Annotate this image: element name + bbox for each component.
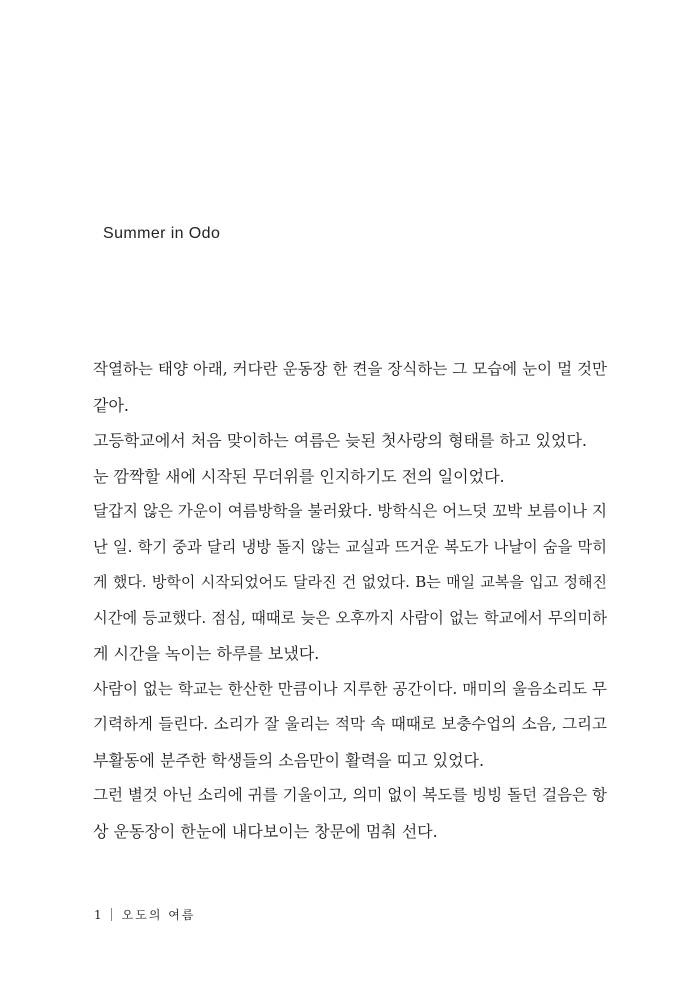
text-line: 게 시간을 녹이는 하루를 보냈다. xyxy=(93,644,320,663)
text-line: 그런 별것 아닌 소리에 귀를 기울이고, 의미 없이 복도를 빙빙 돌던 걸음은 항 xyxy=(93,786,607,804)
text-line: 기력하게 들린다. 소리가 잘 울리는 적막 속 때때로 보충수업의 소음, 그리고 xyxy=(93,715,607,733)
text-line: 눈 깜짝할 새에 시작된 무더위를 인지하기도 전의 일이었다. xyxy=(93,466,505,486)
footer-divider xyxy=(111,908,112,921)
text-line: 같아. xyxy=(93,395,129,415)
text-line: 고등학교에서 처음 맞이하는 여름은 늦된 첫사랑의 형태를 하고 있었다. xyxy=(93,431,587,450)
text-line: 난 일. 학기 중과 달리 냉방 돌지 않는 교실과 뜨거운 복도가 나날이 숨을 막히 xyxy=(93,537,607,556)
text-line: 게 했다. 방학이 시작되었어도 달라진 건 없었다. B는 매일 교복을 입고 정해진 xyxy=(93,573,607,591)
text-line: 작열하는 태양 아래, 커다란 운동장 한 켠을 장식하는 그 모습에 눈이 멀 것만 xyxy=(93,360,607,378)
page-number: 1 xyxy=(94,907,102,922)
running-title: 오도의 여름 xyxy=(121,908,196,922)
text-line: 달갑지 않은 가운이 여름방학을 불러왔다. 방학식은 어느덧 꼬박 보름이나 지 xyxy=(93,502,607,520)
text-line: 사람이 없는 학교는 한산한 만큼이나 지루한 공간이다. 매미의 울음소리도 무 xyxy=(93,679,607,698)
page-footer xyxy=(94,906,195,923)
text-line: 시간에 등교했다. 점심, 때때로 늦은 오후까지 사람이 없는 학교에서 무의미하 xyxy=(93,608,607,627)
text-line: 상 운동장이 한눈에 내다보이는 창문에 멈춰 선다. xyxy=(93,821,438,841)
body-text xyxy=(93,352,607,849)
document-title: Summer in Odo xyxy=(103,225,221,242)
text-line: 부활동에 분주한 학생들의 소음만이 활력을 띠고 있었다. xyxy=(93,750,485,770)
